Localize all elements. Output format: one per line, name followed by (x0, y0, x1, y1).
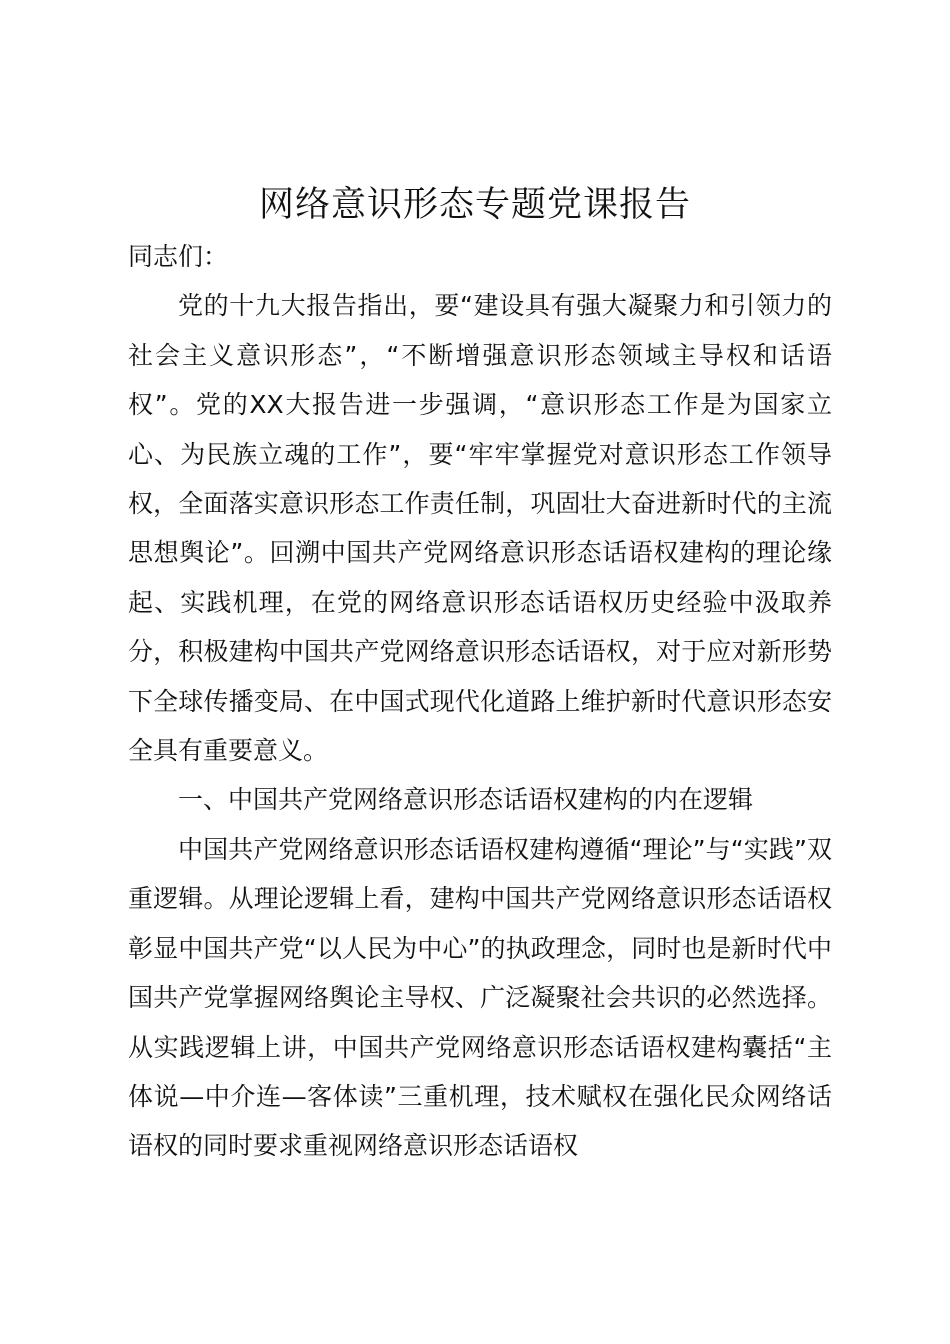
section-heading: 一、中国共产党网络意识形态话语权建构的内在逻辑 (178, 785, 754, 815)
document-body (128, 232, 832, 1171)
body-paragraph: 中国共产党网络意识形态话语权建构遵循“理论”与“实践”双重逻辑。从理论逻辑上看，建构中国共产党网络意识形态话语权彰显中国共产党“以人民为中心”的执政理念，同时也是新时代中国共产党掌握网络舆论主导权、广泛凝聚社会共识的必然选择。从实践逻辑上讲，中国共产党网络意识形态话语权建构囊括“主体说—中介连—客体读”三重机理，技术赋权在强化民众网络话语权的同时要求重视网络意识形态话语权 (128, 834, 832, 1161)
document-title: 网络意识形态专题党课报告 (258, 185, 691, 225)
body-paragraph: 党的十九大报告指出，要“建设具有强大凝聚力和引领力的社会主义意识形态”，“不断增强意识形态领域主导权和话语权”。党的XX大报告进一步强调，“意识形态工作是为国家立心、为民族立魂的工作”，要“牢牢掌握党对意识形态工作领导权，全面落实意识形态工作责任制，巩固壮大奋进新时代的主流思想舆论”。回溯中国共产党网络意识形态话语权建构的理论缘起、实践机理，在党的网络意识形态话语权历史经验中汲取养分，积极建构中国共产党网络意识形态话语权，对于应对新形势下全球传播变局、在中国式现代化道路上维护新时代意识形态安全具有重要意义。 (128, 291, 832, 766)
salutation: 同志们： (128, 242, 229, 271)
